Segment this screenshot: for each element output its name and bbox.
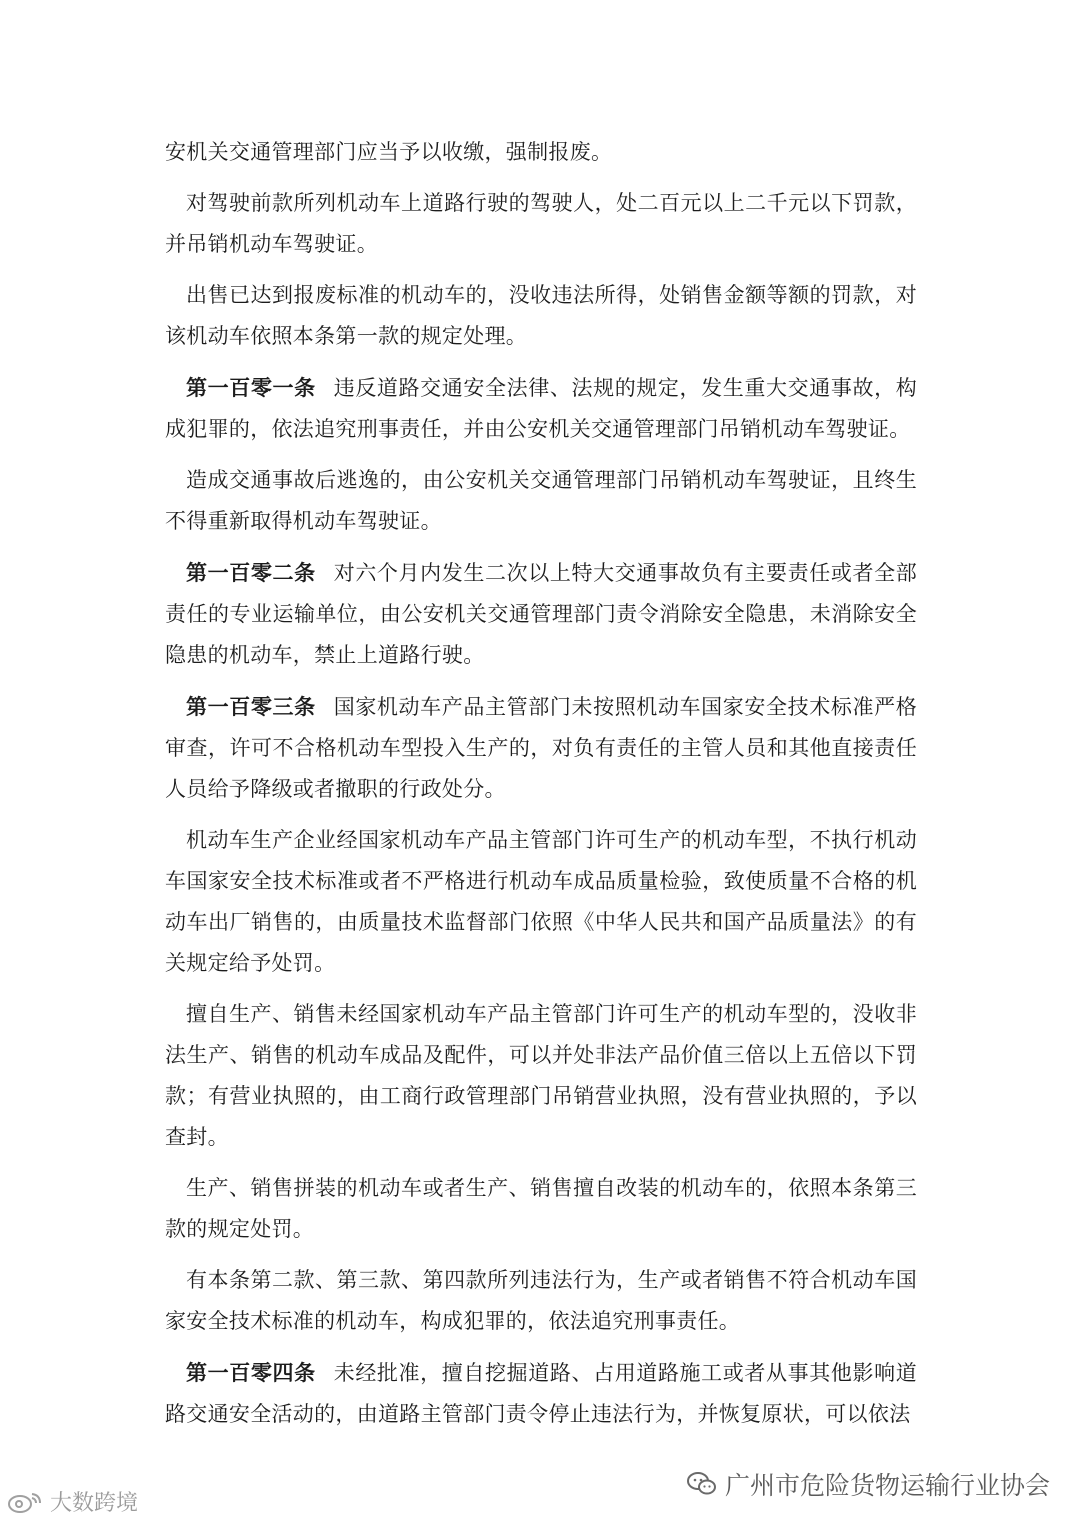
article-heading: 第一百零三条 — [186, 694, 316, 719]
weibo-watermark — [6, 1486, 138, 1517]
weibo-label: 大数跨境 — [50, 1491, 139, 1516]
article-paragraph: 第一百零二条 对六个月内发生二次以上特大交通事故负有主要责任或者全部责任的专业运输单位，由公安机关交通管理部门责令消除安全隐患，未消除安全隐患的机动车，禁止上道路行驶。 — [165, 560, 917, 667]
article-paragraph: 第一百零三条 国家机动车产品主管部门未按照机动车国家安全技术标准严格审查，许可不合格机动车型投入生产的，对负有责任的主管人员和其他直接责任人员给予降级或者撤职的行政处分。 — [165, 694, 917, 801]
paragraph: 有本条第二款、第三款、第四款所列违法行为，生产或者销售不符合机动车国家安全技术标准的机动车，构成犯罪的，依法追究刑事责任。 — [165, 1268, 917, 1333]
paragraph: 安机关交通管理部门应当予以收缴，强制报废。 — [165, 140, 613, 164]
wechat-account-name: 广州市危险货物运输行业协会 — [724, 1471, 1050, 1500]
paragraph: 擅自生产、销售未经国家机动车产品主管部门许可生产的机动车型的，没收非法生产、销售的机动车成品及配件，可以并处非法产品价值三倍以上五倍以下罚款；有营业执照的，由工商行政管理部门吊销营业执照，没有营业执照的，予以查封。 — [165, 1002, 917, 1149]
article-heading: 第一百零一条 — [186, 375, 316, 400]
paragraph: 生产、销售拼装的机动车或者生产、销售擅自改装的机动车的，依照本条第三款的规定处罚。 — [165, 1176, 917, 1241]
article-heading: 第一百零四条 — [186, 1360, 316, 1385]
article-paragraph: 第一百零四条 未经批准，擅自挖掘道路、占用道路施工或者从事其他影响道路交通安全活动的，由道路主管部门责令停止违法行为，并恢复原状，可以依法 — [165, 1360, 917, 1426]
paragraph: 机动车生产企业经国家机动车产品主管部门许可生产的机动车型，不执行机动车国家安全技术标准或者不严格进行机动车成品质量检验，致使质量不合格的机动车出厂销售的，由质量技术监督部门依照《中华人民共和国产品质量法》的有关规定给予处罚。 — [165, 828, 917, 975]
document-page — [165, 132, 917, 1445]
wechat-watermark — [687, 1466, 1050, 1502]
article-heading: 第一百零二条 — [186, 560, 316, 585]
paragraph: 对驾驶前款所列机动车上道路行驶的驾驶人，处二百元以上二千元以下罚款，并吊销机动车驾驶证。 — [165, 191, 917, 256]
paragraph: 造成交通事故后逃逸的，由公安机关交通管理部门吊销机动车驾驶证，且终生不得重新取得机动车驾驶证。 — [165, 468, 917, 533]
wechat-icon — [687, 1471, 717, 1497]
article-paragraph: 第一百零一条 违反道路交通安全法律、法规的规定，发生重大交通事故，构成犯罪的，依法追究刑事责任，并由公安机关交通管理部门吊销机动车驾驶证。 — [165, 375, 917, 441]
weibo-icon — [6, 1490, 46, 1514]
paragraph: 出售已达到报废标准的机动车的，没收违法所得，处销售金额等额的罚款，对该机动车依照本条第一款的规定处理。 — [165, 283, 917, 348]
